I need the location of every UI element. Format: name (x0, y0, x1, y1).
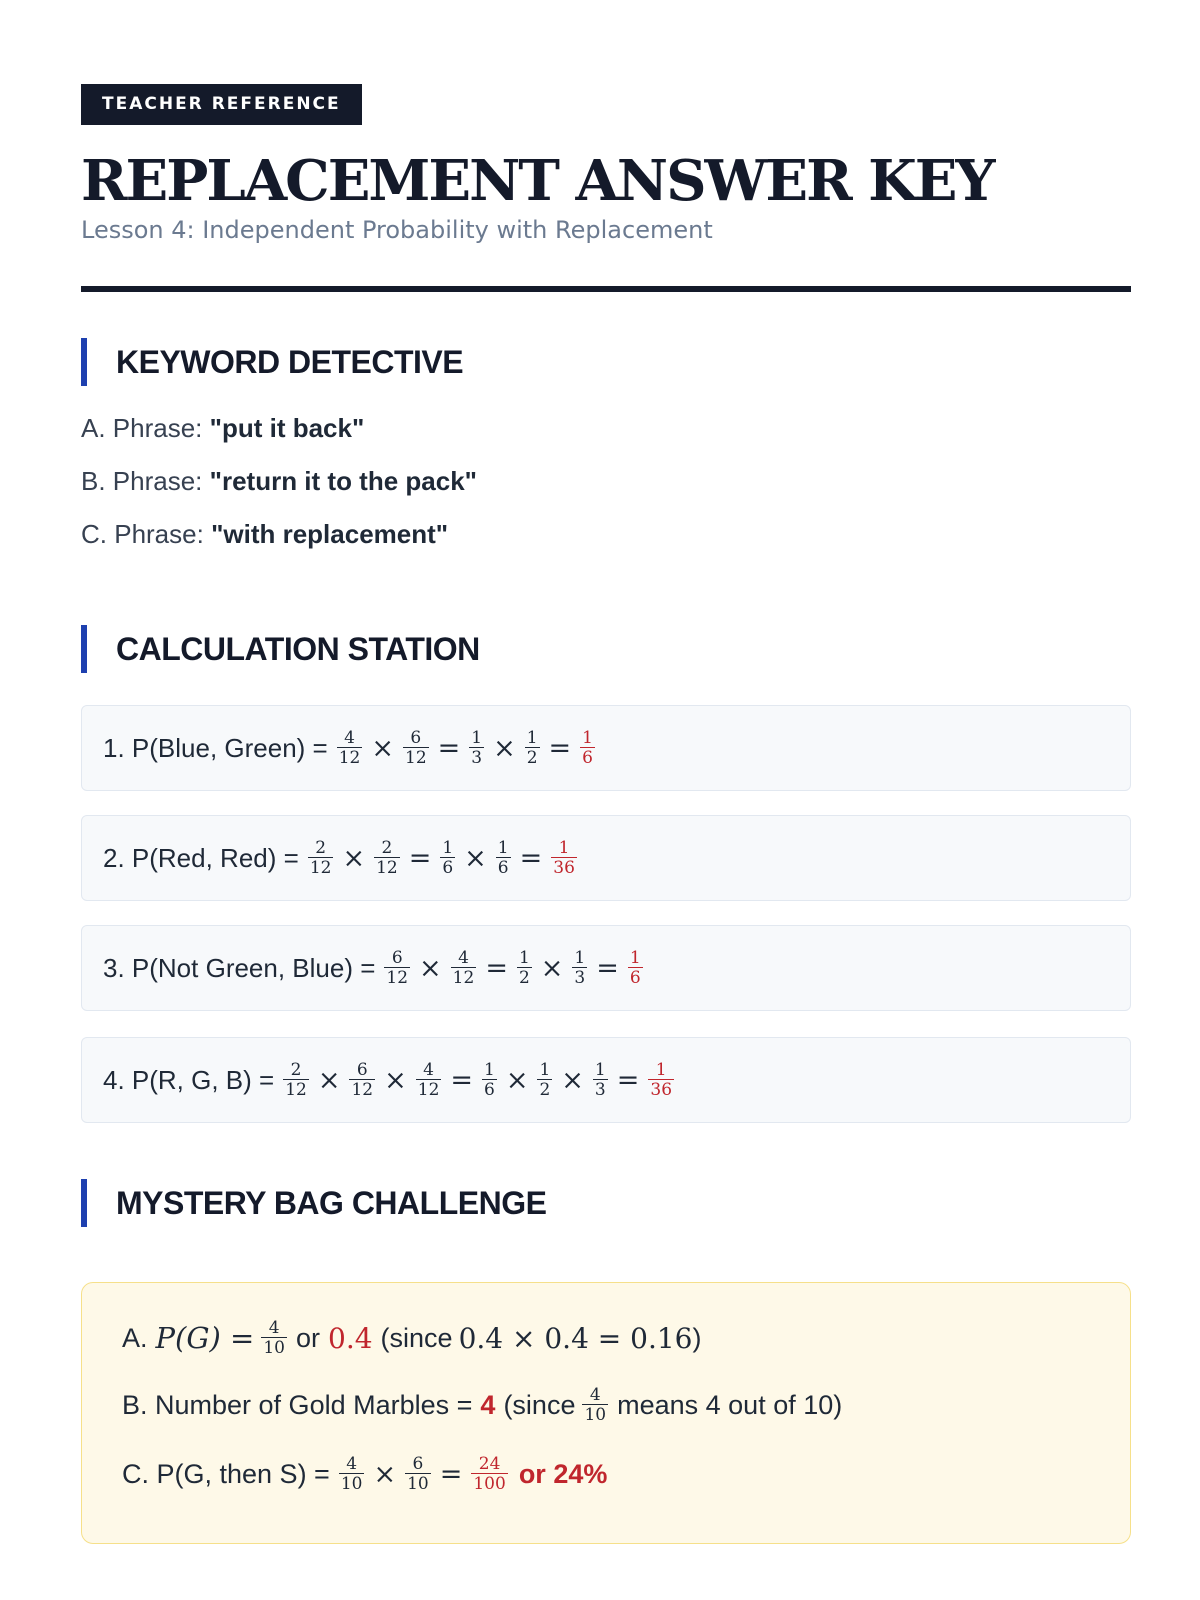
fraction: $\frac{4}{12}$ (452, 948, 475, 988)
section-title: MYSTERY BAG CHALLENGE (116, 1184, 547, 1221)
section-title: KEYWORD DETECTIVE (116, 343, 464, 380)
answer-fraction: $\frac{1}{6}$ (629, 948, 641, 988)
fraction: $\frac{1}{3}$ (471, 728, 483, 768)
fraction: $\frac{4}{12}$ (338, 728, 361, 768)
fraction: $\frac{1}{6}$ (442, 838, 454, 878)
mystery-answer-b: B. Number of Gold Marbles = 4 (since $\frac{4}{10}$ means 4 out of 10) (122, 1385, 843, 1425)
fraction: $\frac{4}{10}$ (340, 1454, 363, 1494)
page-subtitle: Lesson 4: Independent Probability with Replacement (81, 216, 713, 244)
calc-card-3: 3. P(Not Green, Blue) = $\frac{6}{12}$ × $\frac{4}{12}$ = $\frac{1}{2}$ × $\frac{1}{3}$ = $\frac{1}{6}$ (81, 925, 1131, 1011)
fraction: $\frac{1}{3}$ (574, 948, 586, 988)
fraction: $\frac{1}{6}$ (497, 838, 509, 878)
calc-label: 1. P(Blue, Green) = (103, 732, 328, 763)
answer-fraction: $\frac{1}{36}$ (553, 838, 575, 878)
keyword-item (81, 464, 477, 498)
calc-label: 2. P(Red, Red) = (103, 842, 299, 873)
page-title: REPLACEMENT ANSWER KEY (81, 148, 994, 214)
section-title: CALCULATION STATION (116, 630, 480, 667)
fraction: $\frac{1}{6}$ (484, 1060, 495, 1100)
fraction: $\frac{4}{12}$ (417, 1060, 440, 1100)
section-heading-keyword (81, 338, 463, 386)
section-heading-mystery (81, 1179, 546, 1227)
fraction: $\frac{1}{2}$ (518, 948, 530, 988)
section-accent-bar (81, 1179, 87, 1227)
fraction: $\frac{6}{12}$ (386, 948, 409, 988)
keyword-phrase: "put it back" (209, 413, 365, 443)
keyword-phrase: "with replacement" (211, 519, 449, 549)
fraction: $\frac{1}{3}$ (594, 1060, 606, 1100)
mystery-bag-box (81, 1282, 1131, 1544)
calc-label: 3. P(Not Green, Blue) = (103, 952, 376, 983)
calc-card-1: 1. P(Blue, Green) = $\frac{4}{12}$ × $\frac{6}{12}$ = $\frac{1}{3}$ × $\frac{1}{2}$ = $\frac{1}{6}$ (81, 705, 1131, 791)
fraction: $\frac{6}{12}$ (405, 728, 427, 768)
fraction: $\frac{1}{2}$ (526, 728, 538, 768)
fraction: $\frac{4}{10}$ (263, 1318, 285, 1358)
keyword-item (81, 411, 364, 445)
answer-key-page (81, 84, 1131, 1494)
title-divider (81, 286, 1131, 292)
fraction: $\frac{1}{2}$ (539, 1060, 551, 1100)
answer-fraction: $\frac{1}{36}$ (650, 1060, 673, 1100)
keyword-prefix: C. Phrase: (81, 519, 204, 549)
calc-card-4: 4. P(R, G, B) = $\frac{2}{12}$ × $\frac{6}{12}$ × $\frac{4}{12}$ = $\frac{1}{6}$ × $\frac{1}{2}$ × $\frac{1}{3}$ = $\frac{1}{36}$ (81, 1037, 1131, 1123)
teacher-reference-badge: TEACHER REFERENCE (81, 84, 362, 125)
fraction: $\frac{2}{12}$ (285, 1060, 307, 1100)
calc-card-2: 2. P(Red, Red) = $\frac{2}{12}$ × $\frac{2}{12}$ = $\frac{1}{6}$ × $\frac{1}{6}$ = $\frac{1}{36}$ (81, 815, 1131, 901)
mystery-answer-a: A. P(G) = $\frac{4}{10}$ or 0.4 (since 0.4 × 0.4 = 0.16 ) (122, 1318, 702, 1358)
answer-fraction: $\frac{1}{6}$ (582, 728, 593, 768)
section-heading-calculation (81, 625, 480, 673)
fraction: $\frac{6}{12}$ (351, 1060, 374, 1100)
calc-label: 4. P(R, G, B) = (103, 1064, 275, 1095)
section-accent-bar (81, 338, 87, 386)
fraction: $\frac{2}{12}$ (376, 838, 398, 878)
keyword-prefix: B. Phrase: (81, 466, 203, 496)
keyword-item (81, 517, 448, 551)
fraction: $\frac{2}{12}$ (309, 838, 332, 878)
keyword-prefix: A. Phrase: (81, 413, 203, 443)
section-accent-bar (81, 625, 87, 673)
answer-fraction: $\frac{24}{100}$ (473, 1454, 506, 1494)
fraction: $\frac{4}{10}$ (584, 1385, 607, 1425)
keyword-phrase: "return it to the pack" (209, 466, 477, 496)
mystery-answer-c: C. P(G, then S) = $\frac{4}{10}$ × $\frac{6}{10}$ = $\frac{24}{100}$ or 24% (122, 1454, 608, 1494)
fraction: $\frac{6}{10}$ (407, 1454, 429, 1494)
